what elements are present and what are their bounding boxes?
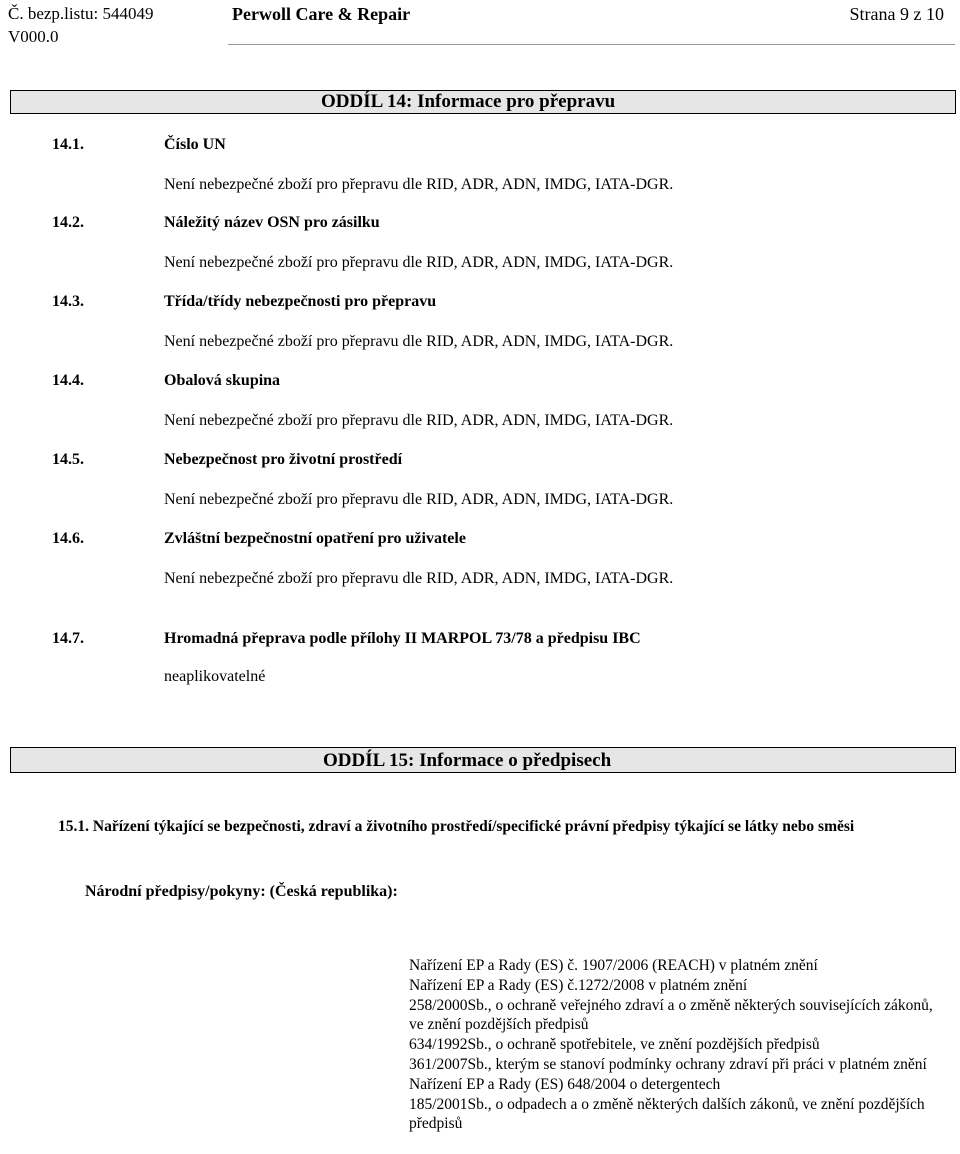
regulation-item: 185/2001Sb., o odpadech a o změně některých dalších zákonů, ve znění pozdějších předpisů bbox=[409, 1095, 925, 1133]
regulation-item: Nařízení EP a Rady (ES) č. 1907/2006 (REACH) v platném znění bbox=[409, 957, 818, 974]
regulation-item: Nařízení EP a Rady (ES) 648/2004 o detergentech bbox=[409, 1075, 721, 1093]
sds-number: Č. bezp.listu: 544049 bbox=[8, 4, 154, 23]
item-number: 14.6. bbox=[52, 530, 84, 547]
item-label: Zvláštní bezpečnostní opatření pro uživatele bbox=[164, 530, 466, 547]
header-divider bbox=[228, 44, 955, 45]
version: V000.0 bbox=[8, 27, 59, 46]
item-label: Nebezpečnost pro životní prostředí bbox=[164, 451, 403, 468]
regulation-item: 258/2000Sb., o ochraně veřejného zdraví a o změně některých souvisejících zákonů, ve znění pozdějších předpisů bbox=[409, 996, 933, 1034]
item-label: Obalová skupina bbox=[164, 372, 281, 389]
regulation-item: Nařízení EP a Rady (ES) č.1272/2008 v platném znění bbox=[409, 976, 748, 994]
item-number: 14.1. bbox=[52, 136, 84, 153]
item-number: 14.2. bbox=[52, 214, 84, 231]
item-text: Není nebezpečné zboží pro přepravu dle RID, ADR, ADN, IMDG, IATA-DGR. bbox=[164, 333, 674, 350]
product-name: Perwoll Care & Repair bbox=[232, 4, 411, 24]
item-text: Není nebezpečné zboží pro přepravu dle RID, ADR, ADN, IMDG, IATA-DGR. bbox=[164, 412, 674, 429]
regulations-list bbox=[409, 956, 949, 1134]
section-15-title: ODDÍL 15: Informace o předpisech bbox=[323, 750, 612, 771]
national-regulations-heading: Národní předpisy/pokyny: (Česká republika): bbox=[85, 883, 398, 900]
page-number: Strana 9 z 10 bbox=[849, 4, 944, 24]
item-number: 14.7. bbox=[52, 630, 84, 647]
regulation-item: 361/2007Sb., kterým se stanoví podmínky ochrany zdraví při práci v platném znění bbox=[409, 1055, 927, 1073]
item-number: 14.3. bbox=[52, 293, 84, 310]
item-text: Není nebezpečné zboží pro přepravu dle RID, ADR, ADN, IMDG, IATA-DGR. bbox=[164, 491, 674, 508]
item-label: Hromadná přeprava podle přílohy II MARPOL 73/78 a předpisu IBC bbox=[164, 630, 641, 647]
item-label: Náležitý název OSN pro zásilku bbox=[164, 214, 380, 231]
item-number: 14.4. bbox=[52, 372, 84, 389]
item-text: Není nebezpečné zboží pro přepravu dle RID, ADR, ADN, IMDG, IATA-DGR. bbox=[164, 176, 674, 193]
regulation-item: 634/1992Sb., o ochraně spotřebitele, ve znění pozdějších předpisů bbox=[409, 1036, 820, 1054]
section-14-title: ODDÍL 14: Informace pro přepravu bbox=[321, 91, 616, 112]
item-number: 14.5. bbox=[52, 451, 84, 468]
item-text: Není nebezpečné zboží pro přepravu dle RID, ADR, ADN, IMDG, IATA-DGR. bbox=[164, 570, 674, 587]
item-text: neaplikovatelné bbox=[164, 668, 266, 685]
subsection-heading: 15.1. Nařízení týkající se bezpečnosti, zdraví a životního prostředí/specifické právní předpisy týkající se látky nebo směsi bbox=[58, 818, 855, 835]
item-label: Číslo UN bbox=[164, 136, 226, 153]
item-text: Není nebezpečné zboží pro přepravu dle RID, ADR, ADN, IMDG, IATA-DGR. bbox=[164, 254, 674, 271]
item-label: Třída/třídy nebezpečnosti pro přepravu bbox=[164, 293, 437, 310]
